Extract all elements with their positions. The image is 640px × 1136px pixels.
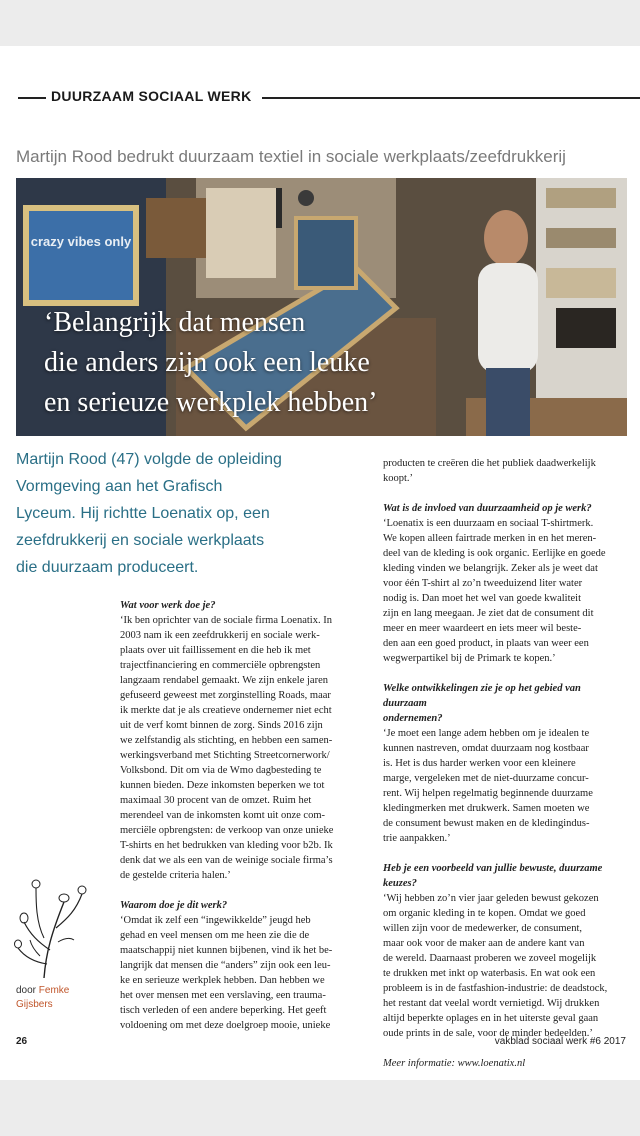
article-text-line: We kopen alleen fairtrade merken in en het meren- xyxy=(383,533,597,544)
interview-question: Wat voor werk doe je? xyxy=(120,600,216,611)
headline: Martijn Rood bedrukt duurzaam textiel in sociale werkplaats/zeefdrukkerij xyxy=(16,147,566,166)
article-text-line: T-shirts en het bedrukken van kleding voor b2b. Ik xyxy=(120,840,333,851)
intro-line: zeefdrukkerij en sociale werkplaats xyxy=(16,532,265,549)
article-text-line: Volksbond. Dit om via de Wmo dagbesteding te xyxy=(120,765,322,776)
page-number: 26 xyxy=(16,1036,28,1047)
article-text-line: koopt.’ xyxy=(383,473,414,484)
section-rule-right xyxy=(262,97,640,99)
magazine-page xyxy=(0,46,640,1080)
article-text-line: nodig is. Dan moet het wel van goede kwaliteit xyxy=(383,593,581,604)
sign-text: crazy vibes only xyxy=(30,234,132,249)
article-text-line: het over mensen met een verslaving, een trauma- xyxy=(120,990,326,1001)
article-text-line: trie aanpakken.’ xyxy=(383,833,451,844)
article-text-line: deel van de kleding is ook organic. Eerlijke en goede xyxy=(383,548,606,559)
paragraph-gap xyxy=(383,666,625,681)
article-text-line: uit de verf komt binnen de zorg. Sinds 2016 zijn xyxy=(120,720,323,731)
article-text-line: werkingsverband met Stichting Streetcornerwork/ xyxy=(120,750,330,761)
article-text-line: producten te creëren die het publiek daadwerkelijk xyxy=(383,458,596,469)
article-text-line: kleding vinden we belangrijk. Zeker als je weet dat xyxy=(383,563,598,574)
article-text-line: het restant dat veelal wordt vernietigd. Wij drukken xyxy=(383,998,600,1009)
interview-question: Waarom doe je dit werk? xyxy=(120,900,228,911)
author-credit xyxy=(16,984,69,1012)
article-text-line: denk dat we als een van de weinige sociale firma’s xyxy=(120,855,333,866)
article-text-line: zijn en lang meegaan. Je ziet dat de consument dit xyxy=(383,608,594,619)
article-text-line: voor één T-shirt al zo’n tweeduizend liter water xyxy=(383,578,583,589)
article-text-line: de gestelde criteria halen.’ xyxy=(120,870,231,881)
paragraph-gap xyxy=(120,883,362,898)
pull-quote-line: en serieuze werkplek hebben’ xyxy=(44,387,378,418)
article-text-line: gehad en veel mensen om me heen zie die de xyxy=(120,930,310,941)
article-text-line: langzaam rendabel gemaakt. We zijn enkele jaren xyxy=(120,675,328,686)
more-info-line: Meer informatie: www.loenatix.nl xyxy=(383,1058,526,1069)
article-text-line: oude prints in de sale, voor de minder bedeelden.’ xyxy=(383,1028,593,1039)
interview-question: Wat is de invloed van duurzaamheid op je werk? xyxy=(383,503,592,514)
article-text-line: trajectfinanciering en commerciële opbrengsten xyxy=(120,660,321,671)
paragraph-gap xyxy=(383,846,625,861)
article-text-line: ‘Loenatix is een duurzaam en sociaal T-shirtmerk. xyxy=(383,518,594,529)
article-text-line: altijd beperkte oplages en in het uiterste geval gaan xyxy=(383,1013,599,1024)
intro-line: die duurzaam produceert. xyxy=(16,559,199,576)
article-text-line: 2003 nam ik een zeefdrukkerij en sociale werk- xyxy=(120,630,320,641)
intro-line: Vormgeving aan het Grafisch xyxy=(16,478,223,495)
author-first-name: Femke xyxy=(38,985,70,996)
article-text-line: kunnen nastreven, omdat duurzaam nog kostbaar xyxy=(383,743,589,754)
section-label: DUURZAAM SOCIAAL WERK xyxy=(51,88,252,104)
article-text-line: ‘Ik ben oprichter van de sociale firma Loenatix. In xyxy=(120,615,332,626)
article-text-line: ‘Wij hebben zo’n vier jaar geleden bewust gekozen xyxy=(383,893,599,904)
article-text-line: den aan een goed product, in plaats van weer een xyxy=(383,638,589,649)
intro-line: Lyceum. Hij richtte Loenatix op, een xyxy=(16,505,270,522)
article-text-line: maar ook voor de maker aan de andere kant van xyxy=(383,938,585,949)
article-text-line: rent. Wij helpen regelmatig beginnende duurzame xyxy=(383,788,593,799)
article-text-line: marge, vergeleken met de niet-duurzame concur- xyxy=(383,773,589,784)
article-text-line: de consument bewust maken en de kledingindus- xyxy=(383,818,590,829)
article-text-line: om organic kleding in te kopen. Omdat we goed xyxy=(383,908,586,919)
article-text-line: meer en meer waardeert en iets meer wil beste- xyxy=(383,623,582,634)
article-text-line: tisch verleden of een andere beperking. Het geeft xyxy=(120,1005,327,1016)
article-text-line: maatschappij niet kunnen bijbenen, vind ik het be- xyxy=(120,945,333,956)
pull-quote-line: ‘Belangrijk dat mensen xyxy=(44,307,306,338)
article-text-line: ke en serieuze werkplek hebben. Dan hebben we xyxy=(120,975,325,986)
article-text-line: te drukken met inkt op waterbasis. En wat ook een xyxy=(383,968,596,979)
interview-question: Welke ontwikkelingen zie je op het gebied van duurzaam xyxy=(383,683,581,709)
article-text-line: willen zijn voor de medewerker, de consument, xyxy=(383,923,583,934)
article-text-line: kunnen bieden. Deze inkomsten beperken we tot xyxy=(120,780,325,791)
magazine-issue: vakblad sociaal werk #6 2017 xyxy=(494,1036,626,1047)
author-last-name: Gijsbers xyxy=(16,999,53,1010)
article-text-line: langrijk dat mensen die “anders” zijn ook een leu- xyxy=(120,960,331,971)
article-text-line: merciële opbrengsten: de verkoop van onze unieke xyxy=(120,825,334,836)
intro-paragraph xyxy=(16,446,316,581)
article-photo xyxy=(16,178,627,436)
article-column-right xyxy=(383,456,625,1071)
article-text-line: ‘Je moet een lange adem hebben om je idealen te xyxy=(383,728,590,739)
article-text-line: plaats over uit faillissement en die heb ik met xyxy=(120,645,311,656)
article-text-line: maximaal 30 procent van de omzet. Ruim het xyxy=(120,795,312,806)
pull-quote-line: die anders zijn ook een leuke xyxy=(44,347,370,378)
article-text-line: ‘Omdat ik zelf een “ingewikkelde” jeugd heb xyxy=(120,915,311,926)
article-text-line: gefuseerd geweest met zorginstelling Roads, maar xyxy=(120,690,331,701)
intro-line: Martijn Rood (47) volgde de opleiding xyxy=(16,451,282,468)
paragraph-gap xyxy=(383,486,625,501)
article-text-line: voldoening om met deze doelgroep mooie, unieke xyxy=(120,1020,331,1031)
interview-question: Heb je een voorbeeld van jullie bewuste, duurzame keuzes? xyxy=(383,863,603,889)
article-text-line: is. Het is dus harder werken voor een kleinere xyxy=(383,758,576,769)
article-text-line: we zelfstandig als stichting, en hebben een samen- xyxy=(120,735,333,746)
article-text-line: merendeel van de inkomsten komt uit onze com- xyxy=(120,810,325,821)
author-prefix: door xyxy=(16,985,37,996)
pull-quote xyxy=(44,303,378,423)
flower-illustration-icon xyxy=(14,872,94,980)
section-rule-left xyxy=(18,97,46,99)
interview-question: ondernemen? xyxy=(383,713,443,724)
article-text-line: de wereld. Daarnaast proberen we zoveel mogelijk xyxy=(383,953,597,964)
article-text-line: wegwerpartikel bij de Primark te kopen.’ xyxy=(383,653,556,664)
article-column-left xyxy=(120,598,362,1033)
article-text-line: kledingmerken met drukwerk. Samen moeten we xyxy=(383,803,590,814)
article-text-line: ik merkte dat je als creatieve ondernemer niet echt xyxy=(120,705,332,716)
article-text-line: probleem is in de fastfashion-industrie: de deadstock, xyxy=(383,983,608,994)
